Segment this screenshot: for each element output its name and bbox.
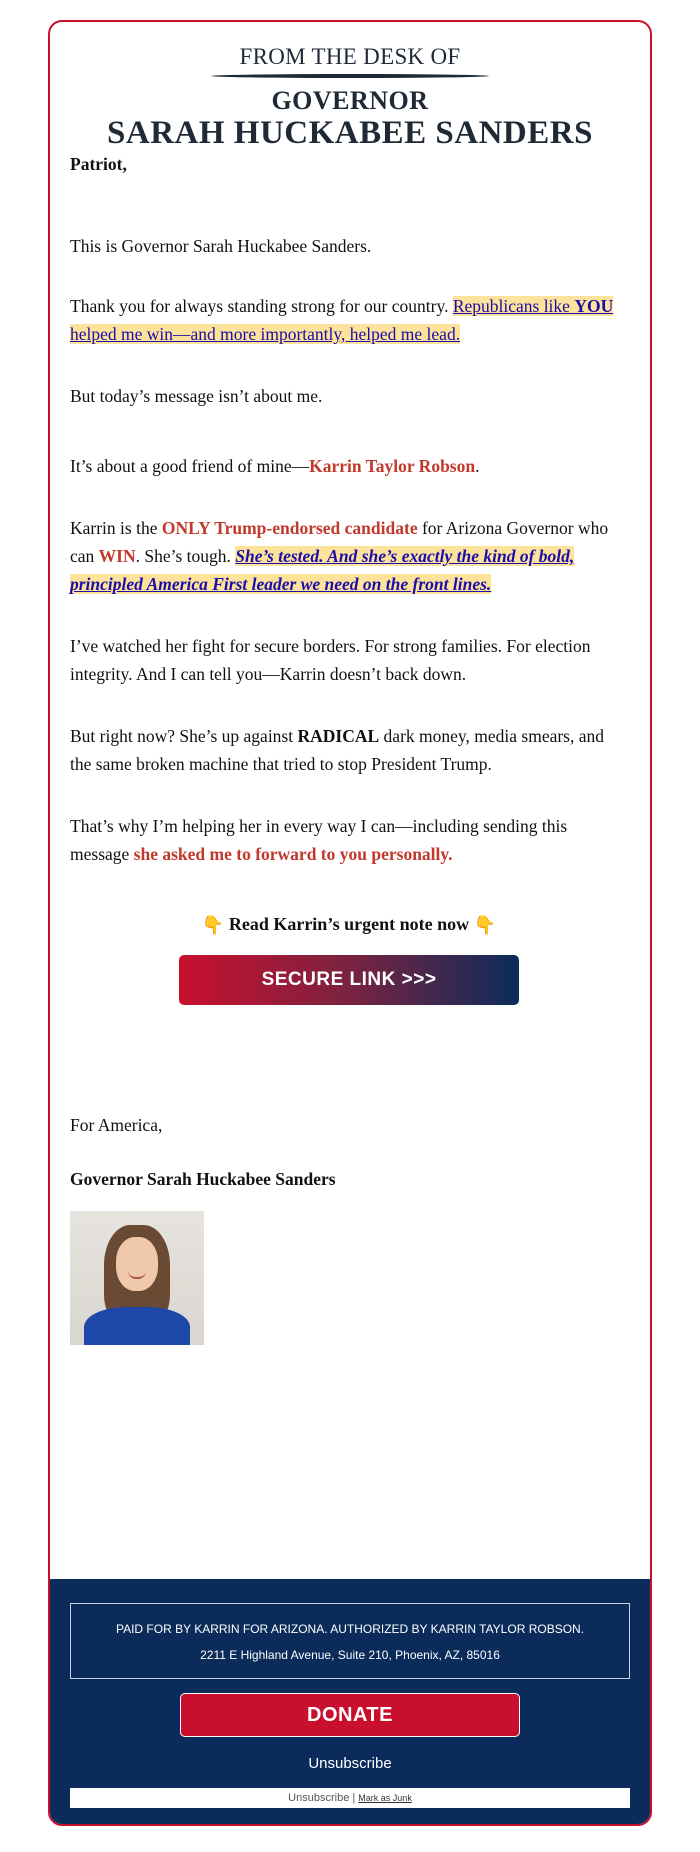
- paragraph-not-about-me: But today’s message isn’t about me.: [70, 386, 323, 406]
- paragraph-thanks: [70, 292, 628, 348]
- paragraph-radical: [70, 722, 628, 778]
- footer: [50, 1579, 650, 1824]
- from-desk-label: FROM THE DESK OF: [239, 44, 461, 69]
- link-text-a: Republicans like: [452, 296, 575, 316]
- governor-photo: [70, 1211, 204, 1345]
- link-text-b: helped me win—and more importantly, helped me lead.: [70, 324, 461, 344]
- email-client-strip: [70, 1788, 630, 1808]
- letter-body: [50, 150, 650, 1345]
- strip-unsubscribe-link[interactable]: Unsubscribe: [288, 1792, 350, 1804]
- paragraph-good-friend: [70, 452, 628, 480]
- karrin-text-b: for Arizona Governor who can: [70, 518, 609, 566]
- photo-face: [116, 1237, 158, 1291]
- paragraph-intro: This is Governor Sarah Huckabee Sanders.: [70, 236, 372, 256]
- salutation: Patriot,: [70, 154, 127, 174]
- mark-as-junk-link[interactable]: Mark as Junk: [358, 1793, 412, 1803]
- governor-name: SARAH HUCKABEE SANDERS: [107, 115, 593, 151]
- governor-label: GOVERNOR: [271, 86, 429, 115]
- paragraph-watched-fight: I’ve watched her fight for secure borders. For strong families. For election integrity. And I can tell you—Karrin doesn’t back down.: [70, 636, 591, 684]
- friend-text: It’s about a good friend of mine—: [70, 456, 310, 476]
- trump-endorsed-text: ONLY Trump-endorsed candidate: [161, 518, 418, 538]
- paid-for-disclaimer: [70, 1603, 630, 1679]
- signature: Governor Sarah Huckabee Sanders: [70, 1169, 336, 1189]
- point-down-icon: 👇: [201, 915, 225, 935]
- masthead-divider: [211, 74, 489, 78]
- urgent-note-text: Read Karrin’s urgent note now: [228, 914, 470, 934]
- paragraph-thanks-text: Thank you for always standing strong for our country.: [70, 296, 453, 316]
- karrin-text-a: Karrin is the: [70, 518, 162, 538]
- email-card: [48, 20, 652, 1826]
- donate-button[interactable]: DONATE: [180, 1693, 520, 1737]
- radical-bold: RADICAL: [297, 726, 380, 746]
- unsubscribe-link[interactable]: Unsubscribe: [308, 1755, 392, 1772]
- karrin-name: Karrin Taylor Robson: [309, 456, 476, 476]
- win-text: WIN: [98, 546, 136, 566]
- point-down-icon: 👇: [473, 915, 497, 935]
- address-text: 2211 E Highland Avenue, Suite 210, Phoenix, AZ, 85016: [200, 1648, 500, 1662]
- urgent-note-line: [70, 910, 628, 939]
- photo-shirt: [84, 1307, 190, 1345]
- secure-link-button[interactable]: SECURE LINK >>>: [179, 955, 519, 1005]
- shes-tested-link[interactable]: She’s tested. And she’s exactly the kind of bold, principled America First leader we need on the front lines.: [70, 546, 575, 594]
- paid-for-text: PAID FOR BY KARRIN FOR ARIZONA. AUTHORIZED BY KARRIN TAYLOR ROBSON.: [115, 1622, 585, 1636]
- karrin-text-c: . She’s tough.: [135, 546, 236, 566]
- closing: For America,: [70, 1115, 163, 1135]
- strip-separator: |: [349, 1792, 359, 1804]
- masthead: [50, 22, 650, 150]
- radical-text-a: But right now? She’s up against: [70, 726, 298, 746]
- radical-text-b: dark money, media smears, and the same broken machine that tried to stop President Trump.: [70, 726, 605, 774]
- paragraph-karrin: [70, 514, 628, 598]
- link-text-you: YOU: [574, 296, 614, 316]
- friend-end: .: [475, 456, 480, 476]
- helping-text: That’s why I’m helping her in every way I can—including sending this message: [70, 816, 568, 864]
- forward-personally-text: she asked me to forward to you personally.: [133, 844, 453, 864]
- paragraph-helping: [70, 812, 628, 868]
